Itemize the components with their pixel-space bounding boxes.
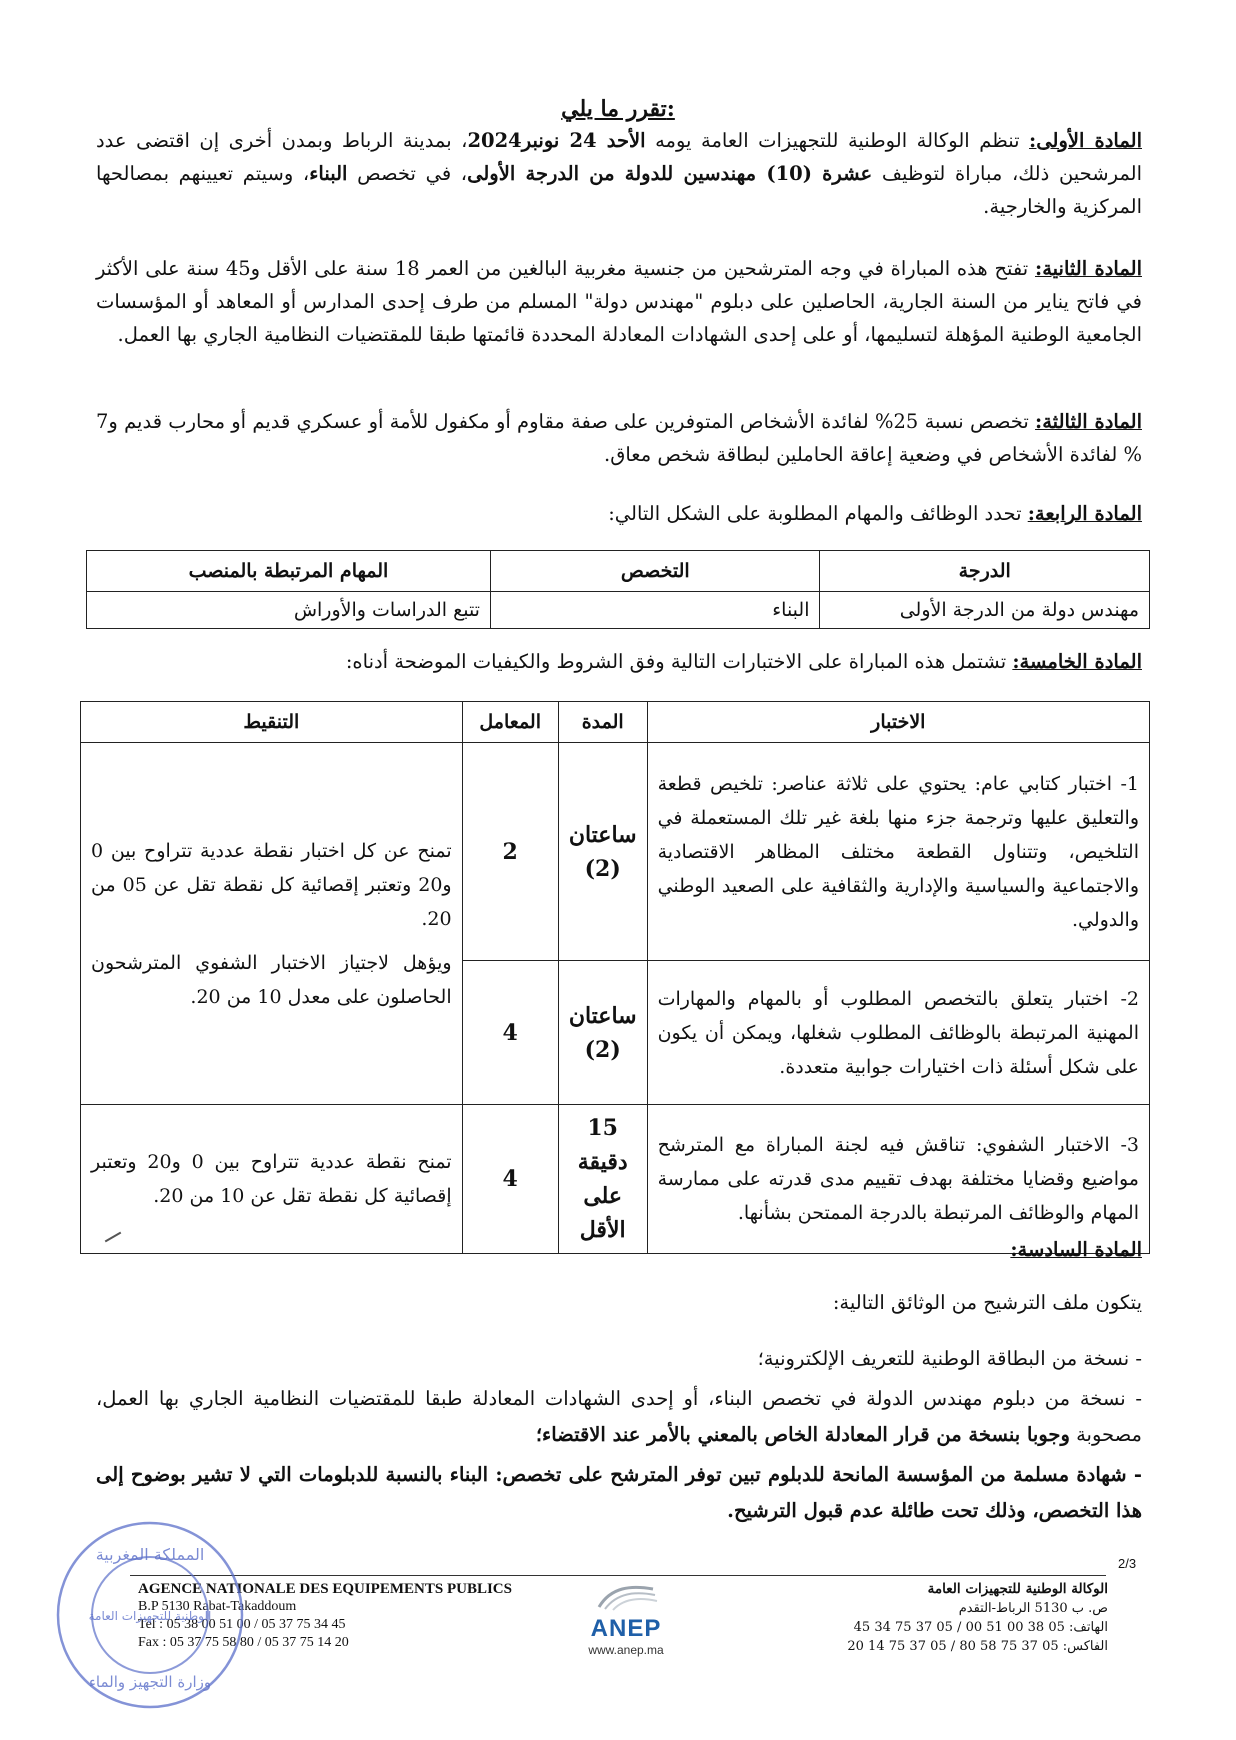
specialty: البناء [309, 162, 348, 185]
stamp-line-2: وزارة التجهيز والماء [88, 1673, 212, 1691]
article-1-text-c: ، في تخصص [347, 162, 468, 185]
col-coef: المعامل [462, 702, 558, 743]
cell-duration: ساعتان (2) [558, 743, 647, 961]
col-specialty: التخصص [490, 551, 820, 592]
article-2-label: المادة الثانية: [1035, 257, 1142, 280]
page-number: 2/3 [1118, 1556, 1137, 1571]
decision-heading: تقرر ما يلي: [561, 96, 675, 122]
stamp-line-1: المملكة المغربية [95, 1545, 205, 1564]
article-4 [96, 497, 1142, 530]
document-item-2 [96, 1381, 1142, 1453]
agency-address-ar: ص. ب 5130 الرباط-التقدم [958, 1601, 1108, 1616]
cell-test: 1- اختبار كتابي عام: يحتوي على ثلاثة عناصر: تلخيص قطعة والتعليق عليها وترجمة جزء منها بلغة غير تلك المستعملة في التلخيص، وتتناول القطعة مختلف المظاهر الاقتصادية والاجتماعية والسياسية والإدارية والثقافية على الصعيد الوطني والدولي. [647, 743, 1149, 961]
article-5-text: تشتمل هذه المباراة على الاختبارات التالية وفق الشروط والكيفيات الموضحة أدناه: [345, 650, 1013, 673]
cell-test: 2- اختبار يتعلق بالتخصص المطلوب أو بالمهام والمهارات المهنية المرتبطة بالوظائف المطلوب شغلها، ويمكن أن يكون على شكل أسئلة ذات اختيارات جوابية متعددة. [647, 961, 1149, 1105]
agency-name-ar: الوكالة الوطنية للتجهيزات العامة [927, 1581, 1108, 1597]
exam-date: الأحد 24 نونبر2024 [467, 129, 646, 152]
cell-grade: مهندس دولة من الدرجة الأولى [820, 592, 1150, 629]
logo-text: ANEP [590, 1615, 662, 1642]
anep-logo [566, 1583, 686, 1657]
tests-table [80, 701, 1150, 1254]
documents-intro: يتكون ملف الترشيح من الوثائق التالية: [832, 1291, 1142, 1314]
footer-divider [130, 1575, 1106, 1576]
positions-count: عشرة (10) مهندسين للدولة من الدرجة الأولى [467, 162, 873, 185]
article-6-label: المادة السادسة: [1010, 1238, 1142, 1261]
document-item-1: - نسخة من البطاقة الوطنية للتعريف الإلكترونية؛ [757, 1347, 1142, 1370]
written-score-2: ويؤهل لاجتياز الاختبار الشفوي المترشحون الحاصلون على معدل 10 من 20. [91, 951, 452, 1008]
cell-coef: 4 [462, 1105, 558, 1254]
agency-address-fr: B.P 5130 Rabat-Takaddoum [138, 1599, 297, 1614]
cell-tasks: تتبع الدراسات والأوراش [87, 592, 491, 629]
document-item-2-text: - نسخة من دبلوم مهندس الدولة في تخصص البناء، أو إحدى الشهادات المعادلة طبقا للمقتضيات النظامية الجاري بها العمل، مصحوبة [96, 1387, 1142, 1446]
col-test: الاختبار [647, 702, 1149, 743]
stamp-line-3: الوطنية للتجهيزات العامة [88, 1609, 212, 1623]
agency-tel-fr: Tel : 05 38 00 51 00 / 05 37 75 34 45 [138, 1617, 346, 1632]
cell-specialty: البناء [490, 592, 820, 629]
cell-coef: 4 [462, 961, 558, 1105]
article-2-text: تفتح هذه المباراة في وجه المترشحين من جنسية مغربية البالغين من العمر 18 سنة على الأقل و45 سنة على الأكثر في فاتح يناير من السنة الجارية، الحاصلين على دبلوم "مهندس دولة" المسلم من طرف إحدى المدارس أو المعاهد أو المؤسسات الجامعية الوطنية المؤهلة لتسليمها، أو على إحدى الشهادات المعادلة المحددة قائمتها طبقا للمقتضيات النظامية الجاري بها العمل. [96, 257, 1142, 346]
table-row [81, 1105, 1150, 1254]
article-2 [96, 252, 1142, 351]
article-3 [96, 405, 1142, 471]
cell-score-oral: تمنح نقطة عددية تتراوح بين 0 و20 وتعتبر إقصائية كل نقطة تقل عن 10 من 20. [81, 1105, 463, 1254]
document-item-2-bold: وجوبا بنسخة من قرار المعادلة الخاص بالمعني بالأمر عند الاقتضاء؛ [535, 1423, 1070, 1446]
document-item-3: - شهادة مسلمة من المؤسسة المانحة للدبلوم تبين توفر المترشح على تخصص: البناء بالنسبة للدبلومات التي لا تشير بوضوح إلى هذا التخصص، وذلك تحت طائلة عدم قبول الترشيح. [96, 1463, 1142, 1522]
article-3-text: تخصص نسبة 25% لفائدة الأشخاص المتوفرين على صفة مقاوم أو مكفول للأمة أو عسكري قديم أو محارب قديم و7 % لفائدة الأشخاص في وضعية إعاقة الحاملين لبطاقة شخص معاق. [96, 410, 1142, 466]
col-score: التنقيط [81, 702, 463, 743]
positions-table [86, 550, 1150, 629]
table-row [81, 743, 1150, 961]
table-row [87, 592, 1150, 629]
cell-test: 3- الاختبار الشفوي: تناقش فيه لجنة المباراة مع المترشح مواضيع وقضايا مختلفة بهدف تقييم مدى قدرته على ممارسة المهام والوظائف المرتبطة بالدرجة الممتحن بشأنها. [647, 1105, 1149, 1254]
documents-list [96, 1285, 1142, 1529]
cell-coef: 2 [462, 743, 558, 961]
agency-fax-fr: Fax : 05 37 75 58 80 / 05 37 75 14 20 [138, 1635, 349, 1650]
article-1-text-d: ، وسيتم تعيينهم بمصالحها المركزية والخارجية. [96, 162, 1142, 218]
cell-duration: 15 دقيقة على الأقل [558, 1105, 647, 1254]
agency-tel-ar: الهاتف: 05 38 00 51 00 / 05 37 75 34 45 [853, 1620, 1108, 1635]
cell-score-written [81, 743, 463, 1105]
col-duration: المدة [558, 702, 647, 743]
website-url: www.anep.ma [588, 1643, 664, 1657]
footer-arabic [847, 1580, 1108, 1656]
article-5-label: المادة الخامسة: [1012, 650, 1142, 673]
col-grade: الدرجة [820, 551, 1150, 592]
article-1-text-b: ، بمدينة الرباط وبمدن أخرى إن اقتضى عدد المرشحين ذلك، مباراة لتوظيف [96, 129, 1142, 185]
article-3-label: المادة الثالثة: [1035, 410, 1142, 433]
article-5 [96, 645, 1142, 678]
cell-duration: ساعتان (2) [558, 961, 647, 1105]
article-6-heading [96, 1233, 1142, 1266]
written-score-1: تمنح عن كل اختبار نقطة عددية تتراوح بين 0 و20 وتعتبر إقصائية كل نقطة تقل عن 05 من 20. [91, 839, 452, 930]
article-4-text: تحدد الوظائف والمهام المطلوبة على الشكل التالي: [608, 502, 1028, 525]
article-1-text-a: تنظم الوكالة الوطنية للتجهيزات العامة يومه [645, 129, 1030, 152]
agency-name-fr: AGENCE NATIONALE DES EQUIPEMENTS PUBLICS [138, 1581, 512, 1597]
col-tasks: المهام المرتبطة بالمنصب [87, 551, 491, 592]
agency-fax-ar: الفاكس: 05 37 75 58 80 / 05 37 75 14 20 [847, 1639, 1108, 1654]
article-1-label: المادة الأولى: [1029, 129, 1142, 152]
article-1 [96, 124, 1142, 223]
official-stamp [50, 1515, 250, 1715]
article-4-label: المادة الرابعة: [1027, 502, 1142, 525]
anep-logo-icon [591, 1583, 661, 1611]
